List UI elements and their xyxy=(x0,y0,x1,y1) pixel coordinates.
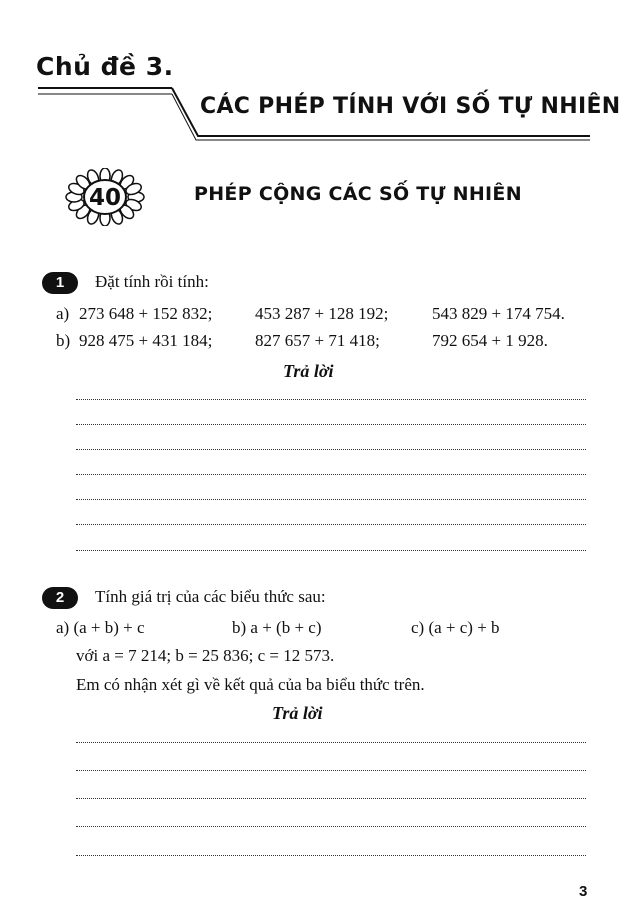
answer-line xyxy=(76,499,586,500)
topic-label: Chủ đề 3. xyxy=(36,52,174,81)
lesson-number-badge xyxy=(64,168,146,226)
answer-line xyxy=(76,550,586,551)
exercise-1-answer-label: Trả lời xyxy=(283,361,334,381)
answer-line xyxy=(76,474,586,475)
page-number: 3 xyxy=(579,883,588,900)
exercise-1-b2: 827 657 + 71 418; xyxy=(255,331,380,350)
lesson-title: PHÉP CỘNG CÁC SỐ TỰ NHIÊN xyxy=(194,183,522,205)
exercise-1-row-b-label: b) xyxy=(56,331,71,350)
answer-line xyxy=(76,826,586,827)
exercise-1-b3: 792 654 + 1 928. xyxy=(432,331,548,350)
answer-line xyxy=(76,524,586,525)
exercise-2-expression-a: a) (a + b) + c xyxy=(56,618,145,637)
exercise-1-prompt: Đặt tính rồi tính: xyxy=(95,272,209,291)
exercise-1-badge: 1 xyxy=(42,272,78,294)
exercise-1-a3: 543 829 + 174 754. xyxy=(432,304,565,323)
header-rule xyxy=(0,0,629,160)
exercise-1-row-a-label: a) xyxy=(56,304,70,323)
exercise-2-badge: 2 xyxy=(42,587,78,609)
flower-badge-icon xyxy=(64,168,146,226)
exercise-1-a1: 273 648 + 152 832; xyxy=(79,304,213,323)
topic-title: CÁC PHÉP TÍNH VỚI SỐ TỰ NHIÊN xyxy=(200,94,621,119)
answer-line xyxy=(76,798,586,799)
answer-line xyxy=(76,424,586,425)
answer-line xyxy=(76,770,586,771)
answer-line xyxy=(76,449,586,450)
answer-line xyxy=(76,399,586,400)
exercise-2-given-values: với a = 7 214; b = 25 836; c = 12 573. xyxy=(76,646,335,665)
exercise-2-expression-b: b) a + (b + c) xyxy=(232,618,322,637)
answer-line xyxy=(76,742,586,743)
exercise-1-a2: 453 287 + 128 192; xyxy=(255,304,389,323)
exercise-2-answer-label: Trả lời xyxy=(272,703,323,723)
exercise-1-b1: 928 475 + 431 184; xyxy=(79,331,213,350)
exercise-2-question: Em có nhận xét gì về kết quả của ba biểu thức trên. xyxy=(76,675,425,694)
exercise-2-expression-c: c) (a + c) + b xyxy=(411,618,500,637)
exercise-2-prompt: Tính giá trị của các biểu thức sau: xyxy=(95,587,326,606)
lesson-number: 40 xyxy=(88,185,122,211)
answer-line xyxy=(76,855,586,856)
